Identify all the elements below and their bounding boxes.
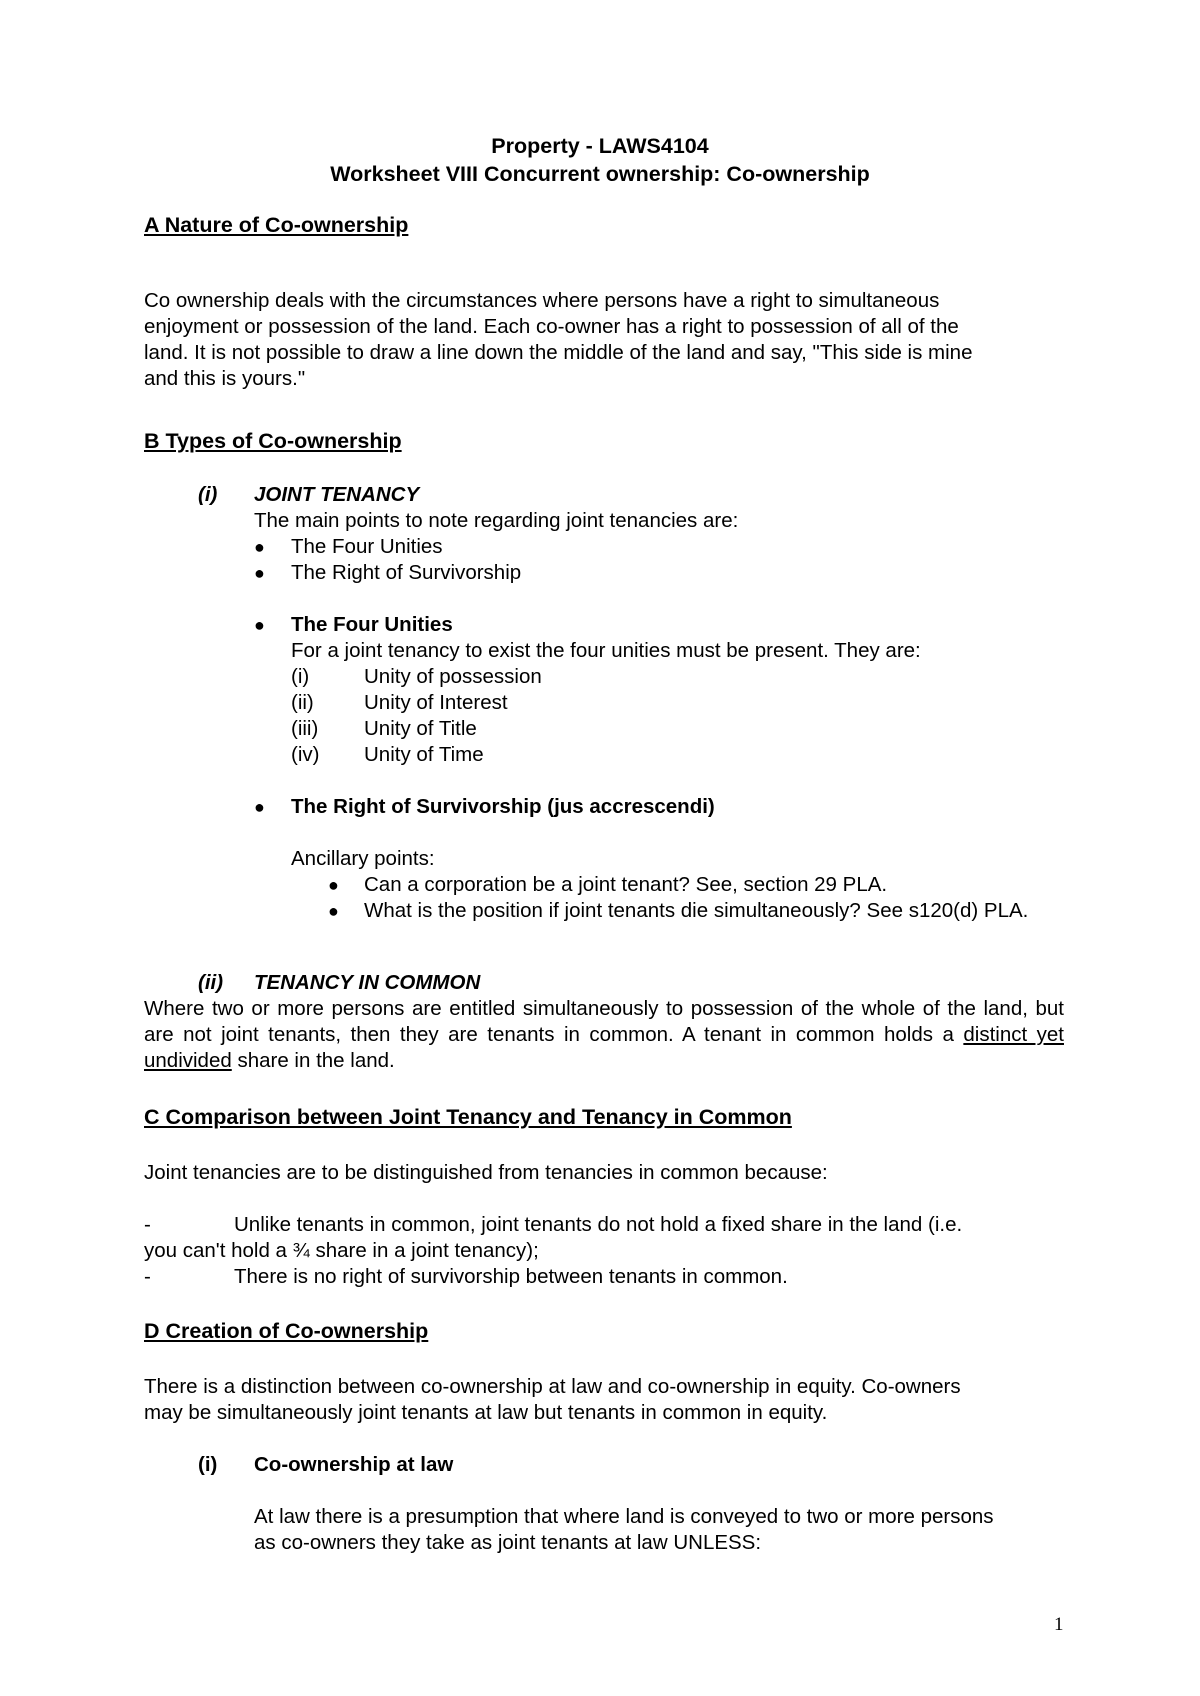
joint-tenancy-number: (i) [198, 483, 218, 506]
document-title: Property - LAWS4104 [491, 134, 709, 158]
joint-tenancy-title: JOINT TENANCY [254, 483, 420, 506]
unity-number: (iv) [291, 743, 320, 766]
co-ownership-at-law-line: At law there is a presumption that where land is conveyed to two or more persons [254, 1505, 994, 1528]
four-unities-intro: For a joint tenancy to exist the four unities must be present. They are: [291, 639, 921, 662]
bullet-icon: ● [254, 797, 265, 817]
unity-number: (ii) [291, 691, 314, 714]
dash-marker: - [144, 1213, 151, 1236]
dash-marker: - [144, 1265, 151, 1288]
section-d-line: may be simultaneously joint tenants at law but tenants in common in equity. [144, 1401, 828, 1424]
unity-item: Unity of Title [364, 717, 477, 740]
unity-number: (iii) [291, 717, 319, 740]
unity-item: Unity of Time [364, 743, 484, 766]
four-unities-title: The Four Unities [291, 613, 453, 636]
ancillary-point: Can a corporation be a joint tenant? See, section 29 PLA. [364, 873, 888, 896]
bullet-icon: ● [254, 615, 265, 635]
co-ownership-at-law-number: (i) [198, 1453, 218, 1476]
joint-point: The Right of Survivorship [291, 561, 522, 584]
unity-number: (i) [291, 665, 310, 688]
joint-point: The Four Unities [291, 535, 443, 558]
tenancy-in-common-text: Where two or more persons are entitled simultaneously to possession of the whole of the land, but are not joint tenants, then they are tenants in common. A tenant in common holds a distinct yet undivided share in the land. [144, 997, 1064, 1072]
section-a-heading: A Nature of Co-ownership [144, 213, 409, 237]
page-number: 1 [1054, 1614, 1064, 1635]
co-ownership-at-law-title: Co-ownership at law [254, 1453, 454, 1476]
document-subtitle: Worksheet VIII Concurrent ownership: Co-ownership [330, 162, 870, 186]
comparison-item-continued: you can't hold a ¾ share in a joint tenancy); [144, 1239, 539, 1262]
survivorship-title: The Right of Survivorship (jus accrescendi) [291, 795, 715, 818]
bullet-icon: ● [254, 563, 265, 583]
joint-tenancy-intro: The main points to note regarding joint tenancies are: [254, 509, 739, 532]
ancillary-point: What is the position if joint tenants die simultaneously? See s120(d) PLA. [364, 899, 1029, 922]
unity-item: Unity of Interest [364, 691, 508, 714]
comparison-item: There is no right of survivorship between tenants in common. [234, 1265, 788, 1288]
section-d-line: There is a distinction between co-ownership at law and co-ownership in equity. Co-owners [144, 1375, 961, 1398]
bullet-icon: ● [328, 901, 339, 921]
tenancy-in-common-number: (ii) [198, 971, 224, 994]
comparison-item: Unlike tenants in common, joint tenants do not hold a fixed share in the land (i.e. [234, 1213, 963, 1236]
section-c-heading: C Comparison between Joint Tenancy and Tenancy in Common [144, 1105, 792, 1129]
section-b-heading: B Types of Co-ownership [144, 429, 402, 453]
bullet-icon: ● [254, 537, 265, 557]
distinct-yet-undivided: distinct yet undivided [144, 1023, 1064, 1072]
bullet-icon: ● [328, 875, 339, 895]
ancillary-label: Ancillary points: [291, 847, 435, 870]
section-d-heading: D Creation of Co-ownership [144, 1319, 429, 1343]
section-a-line: enjoyment or possession of the land. Each co-owner has a right to possession of all of the [144, 315, 959, 338]
section-a-line: land. It is not possible to draw a line down the middle of the land and say, "This side is mine [144, 341, 973, 364]
section-c-intro: Joint tenancies are to be distinguished from tenancies in common because: [144, 1161, 828, 1184]
co-ownership-at-law-line: as co-owners they take as joint tenants at law UNLESS: [254, 1531, 762, 1554]
unity-item: Unity of possession [364, 665, 542, 688]
section-a-line: and this is yours." [144, 367, 306, 390]
tenancy-in-common-title: TENANCY IN COMMON [254, 971, 481, 994]
section-a-line: Co ownership deals with the circumstances where persons have a right to simultaneous [144, 289, 940, 312]
